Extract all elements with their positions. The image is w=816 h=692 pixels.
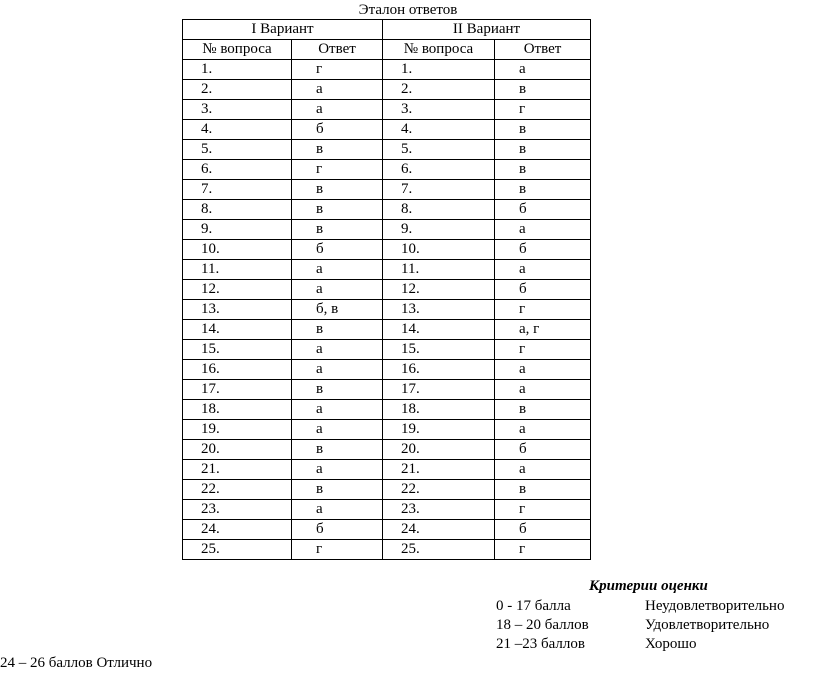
answer-cell: в — [292, 380, 383, 400]
question-number-cell: 23. — [383, 500, 495, 520]
question-number-cell: 19. — [183, 420, 292, 440]
question-number-header: № вопроса — [383, 40, 495, 60]
variant-1-header: I Вариант — [183, 20, 383, 40]
question-number-cell: 25. — [183, 540, 292, 560]
answer-cell: а, г — [495, 320, 591, 340]
table-row — [183, 240, 591, 260]
question-number-cell: 17. — [183, 380, 292, 400]
answer-cell: а — [292, 420, 383, 440]
question-number-cell: 14. — [183, 320, 292, 340]
question-number-cell: 7. — [183, 180, 292, 200]
question-number-cell: 22. — [383, 480, 495, 500]
answer-cell: б — [495, 240, 591, 260]
table-row — [183, 380, 591, 400]
question-number-cell: 4. — [183, 120, 292, 140]
question-number-cell: 8. — [383, 200, 495, 220]
answer-cell: в — [495, 140, 591, 160]
question-number-cell: 11. — [183, 260, 292, 280]
answer-cell: г — [495, 300, 591, 320]
table-row — [183, 480, 591, 500]
answer-cell: в — [495, 80, 591, 100]
criteria-grade: Хорошо — [645, 636, 697, 652]
answer-cell: а — [292, 500, 383, 520]
answer-cell: в — [292, 320, 383, 340]
answer-cell: а — [292, 260, 383, 280]
question-number-cell: 4. — [383, 120, 495, 140]
answer-header: Ответ — [292, 40, 383, 60]
answer-cell: г — [292, 540, 383, 560]
excellent-criteria: 24 – 26 баллов Отлично — [0, 655, 153, 671]
criteria-range: 18 – 20 баллов — [496, 617, 589, 633]
question-number-cell: 14. — [383, 320, 495, 340]
answer-cell: а — [495, 260, 591, 280]
table-row — [183, 320, 591, 340]
table-row — [183, 500, 591, 520]
variant-header-row — [183, 20, 591, 40]
answer-cell: а — [292, 280, 383, 300]
answer-cell: а — [495, 360, 591, 380]
table-row — [183, 460, 591, 480]
question-number-cell: 5. — [183, 140, 292, 160]
question-number-cell: 17. — [383, 380, 495, 400]
question-number-cell: 19. — [383, 420, 495, 440]
answer-cell: в — [495, 180, 591, 200]
question-number-cell: 3. — [183, 100, 292, 120]
answer-cell: в — [292, 440, 383, 460]
answer-cell: а — [292, 460, 383, 480]
answer-cell: г — [495, 340, 591, 360]
question-number-cell: 22. — [183, 480, 292, 500]
question-number-cell: 12. — [383, 280, 495, 300]
question-number-cell: 21. — [383, 460, 495, 480]
question-number-cell: 15. — [383, 340, 495, 360]
criteria-range: 0 - 17 балла — [496, 598, 571, 614]
question-number-cell: 1. — [383, 60, 495, 80]
answer-cell: а — [292, 360, 383, 380]
question-number-cell: 11. — [383, 260, 495, 280]
answer-key-table — [182, 19, 591, 560]
answer-cell: г — [495, 540, 591, 560]
answer-cell: г — [292, 60, 383, 80]
table-row — [183, 80, 591, 100]
criteria-range: 21 –23 баллов — [496, 636, 585, 652]
table-row — [183, 60, 591, 80]
question-number-cell: 8. — [183, 200, 292, 220]
table-row — [183, 440, 591, 460]
answer-cell: г — [292, 160, 383, 180]
criteria-grade: Удовлетворительно — [645, 617, 770, 633]
answer-key-body — [183, 60, 591, 560]
answer-cell: б — [292, 120, 383, 140]
question-number-cell: 25. — [383, 540, 495, 560]
table-row — [183, 160, 591, 180]
question-number-cell: 7. — [383, 180, 495, 200]
variant-2-header: II Вариант — [383, 20, 591, 40]
table-row — [183, 280, 591, 300]
question-number-cell: 20. — [383, 440, 495, 460]
answer-cell: а — [495, 460, 591, 480]
answer-cell: а — [292, 400, 383, 420]
answer-cell: в — [292, 220, 383, 240]
answer-cell: в — [292, 480, 383, 500]
table-row — [183, 340, 591, 360]
question-number-cell: 20. — [183, 440, 292, 460]
table-row — [183, 140, 591, 160]
answer-cell: а — [495, 220, 591, 240]
criteria-grade: Неудовлетворительно — [645, 598, 785, 614]
answer-cell: в — [292, 140, 383, 160]
criteria-row — [496, 616, 816, 634]
table-row — [183, 400, 591, 420]
column-header-row — [183, 40, 591, 60]
table-row — [183, 100, 591, 120]
table-row — [183, 300, 591, 320]
question-number-cell: 13. — [183, 300, 292, 320]
question-number-cell: 5. — [383, 140, 495, 160]
question-number-cell: 12. — [183, 280, 292, 300]
table-row — [183, 200, 591, 220]
page-title: Эталон ответов — [358, 2, 458, 18]
question-number-cell: 6. — [383, 160, 495, 180]
question-number-cell: 16. — [383, 360, 495, 380]
answer-cell: а — [495, 380, 591, 400]
question-number-cell: 10. — [383, 240, 495, 260]
answer-cell: б — [495, 280, 591, 300]
answer-cell: в — [495, 120, 591, 140]
question-number-cell: 23. — [183, 500, 292, 520]
answer-cell: б — [292, 520, 383, 540]
question-number-cell: 24. — [183, 520, 292, 540]
answer-cell: а — [495, 60, 591, 80]
question-number-cell: 18. — [183, 400, 292, 420]
question-number-cell: 18. — [383, 400, 495, 420]
question-number-cell: 24. — [383, 520, 495, 540]
question-number-cell: 3. — [383, 100, 495, 120]
question-number-cell: 1. — [183, 60, 292, 80]
answer-cell: в — [495, 160, 591, 180]
answer-cell: б — [495, 520, 591, 540]
answer-cell: в — [495, 400, 591, 420]
table-row — [183, 260, 591, 280]
table-row — [183, 540, 591, 560]
table-row — [183, 420, 591, 440]
answer-cell: б — [495, 200, 591, 220]
answer-header: Ответ — [495, 40, 591, 60]
table-row — [183, 520, 591, 540]
answer-cell: а — [495, 420, 591, 440]
answer-cell: а — [292, 100, 383, 120]
answer-cell: г — [495, 500, 591, 520]
question-number-cell: 21. — [183, 460, 292, 480]
table-row — [183, 120, 591, 140]
criteria-row — [496, 597, 816, 615]
criteria-title: Критерии оценки — [589, 578, 708, 594]
question-number-cell: 9. — [183, 220, 292, 240]
table-row — [183, 360, 591, 380]
answer-cell: б, в — [292, 300, 383, 320]
question-number-cell: 2. — [183, 80, 292, 100]
answer-cell: в — [292, 200, 383, 220]
question-number-cell: 15. — [183, 340, 292, 360]
question-number-cell: 6. — [183, 160, 292, 180]
question-number-cell: 13. — [383, 300, 495, 320]
answer-cell: в — [495, 480, 591, 500]
criteria-row — [496, 635, 816, 653]
answer-cell: а — [292, 80, 383, 100]
table-row — [183, 220, 591, 240]
answer-cell: б — [292, 240, 383, 260]
answer-cell: а — [292, 340, 383, 360]
table-row — [183, 180, 591, 200]
question-number-cell: 10. — [183, 240, 292, 260]
question-number-cell: 2. — [383, 80, 495, 100]
question-number-cell: 16. — [183, 360, 292, 380]
answer-cell: г — [495, 100, 591, 120]
answer-cell: б — [495, 440, 591, 460]
question-number-header: № вопроса — [183, 40, 292, 60]
answer-cell: в — [292, 180, 383, 200]
question-number-cell: 9. — [383, 220, 495, 240]
